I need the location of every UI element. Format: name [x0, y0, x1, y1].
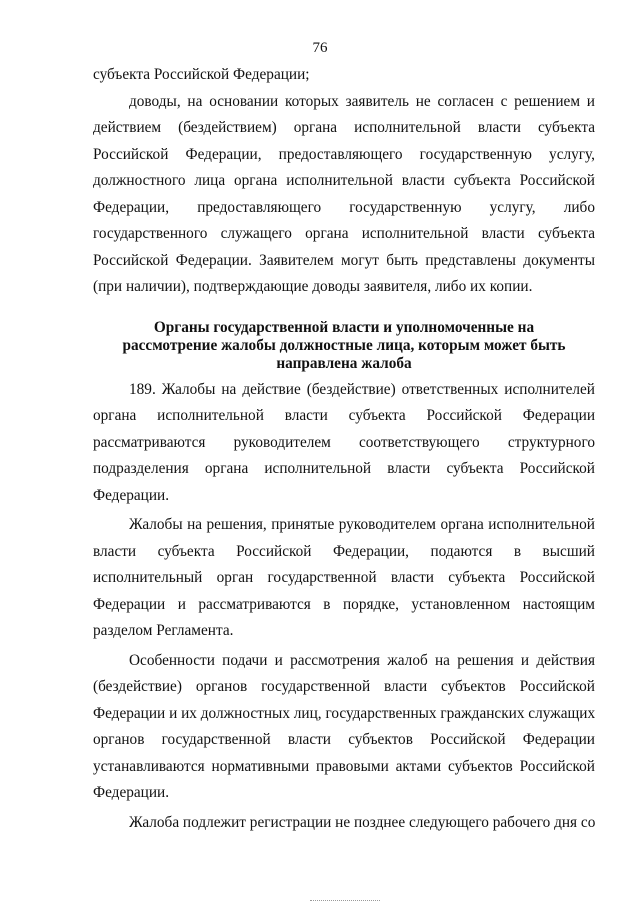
text-line: (при наличии), подтверждающие доводы заявителя, либо их копии.: [93, 278, 533, 295]
text-line: доводы, на основании которых заявитель не согласен с решением и: [129, 92, 595, 110]
text-line: Особенности подачи и рассмотрения жалоб на решения и действия: [129, 651, 595, 669]
paragraph-specifics: [93, 648, 595, 807]
text-line: власти субъекта Российской Федерации, подаются в высший: [93, 542, 595, 560]
text-line: государственного служащего органа исполнительной власти субъекта: [93, 225, 595, 242]
text-line: (бездействие) органов государственной власти субъектов Российской: [93, 678, 595, 695]
scan-artifact: [310, 900, 380, 902]
paragraph-continuation: [93, 62, 595, 89]
document-body: [93, 62, 595, 836]
text-line: Федерации и рассматриваются в порядке, установленном настоящим: [93, 595, 595, 613]
text-line: Федерации и их должностных лиц, государственных гражданских служащих: [93, 704, 595, 722]
text-line: субъекта Российской Федерации;: [93, 66, 310, 83]
text-line: Жалобы на решения, принятые руководителем органа исполнительной: [129, 516, 595, 533]
text-line: рассматриваются руководителем соответствующего структурного: [93, 433, 595, 451]
heading-line: Органы государственной власти и уполномоченные на: [153, 318, 535, 336]
text-line: Жалоба подлежит регистрации не позднее следующего рабочего дня со: [129, 813, 595, 831]
heading-line: рассмотрение жалобы должностные лица, которым может быть: [122, 336, 566, 354]
text-line: разделом Регламента.: [93, 622, 234, 639]
text-line: должностного лица органа исполнительной власти субъекта Российской: [93, 172, 595, 189]
text-line: Российской Федерации, предоставляющего государственную услугу,: [93, 145, 595, 163]
text-line: Российской Федерации. Заявителем могут быть представлены документы: [93, 251, 595, 269]
text-line: исполнительный орган государственной власти субъекта Российской: [93, 569, 595, 586]
text-line: Федерации.: [93, 784, 170, 801]
paragraph-registration: [93, 810, 595, 837]
text-line: подразделения органа исполнительной власти субъекта Российской: [93, 460, 595, 477]
text-line: органа исполнительной власти субъекта Российской Федерации: [93, 407, 595, 424]
text-line: действием (бездействием) органа исполнительной власти субъекта: [93, 119, 595, 136]
text-line: 189. Жалобы на действие (бездействие) ответственных исполнителей: [129, 380, 595, 398]
heading-line: направлена жалоба: [276, 354, 412, 372]
paragraph-arguments: [93, 89, 595, 301]
page-number: 76: [312, 40, 328, 56]
text-line: Федерации.: [93, 486, 170, 504]
text-line: Федерации, предоставляющего государственную услугу, либо: [93, 198, 595, 216]
paragraph-decisions: [93, 512, 595, 645]
section-heading: [93, 319, 595, 373]
text-line: органов государственной власти субъектов Российской Федерации: [93, 731, 595, 748]
text-line: устанавливаются нормативными правовыми актами субъектов Российской: [93, 757, 595, 775]
paragraph-189: [93, 377, 595, 510]
